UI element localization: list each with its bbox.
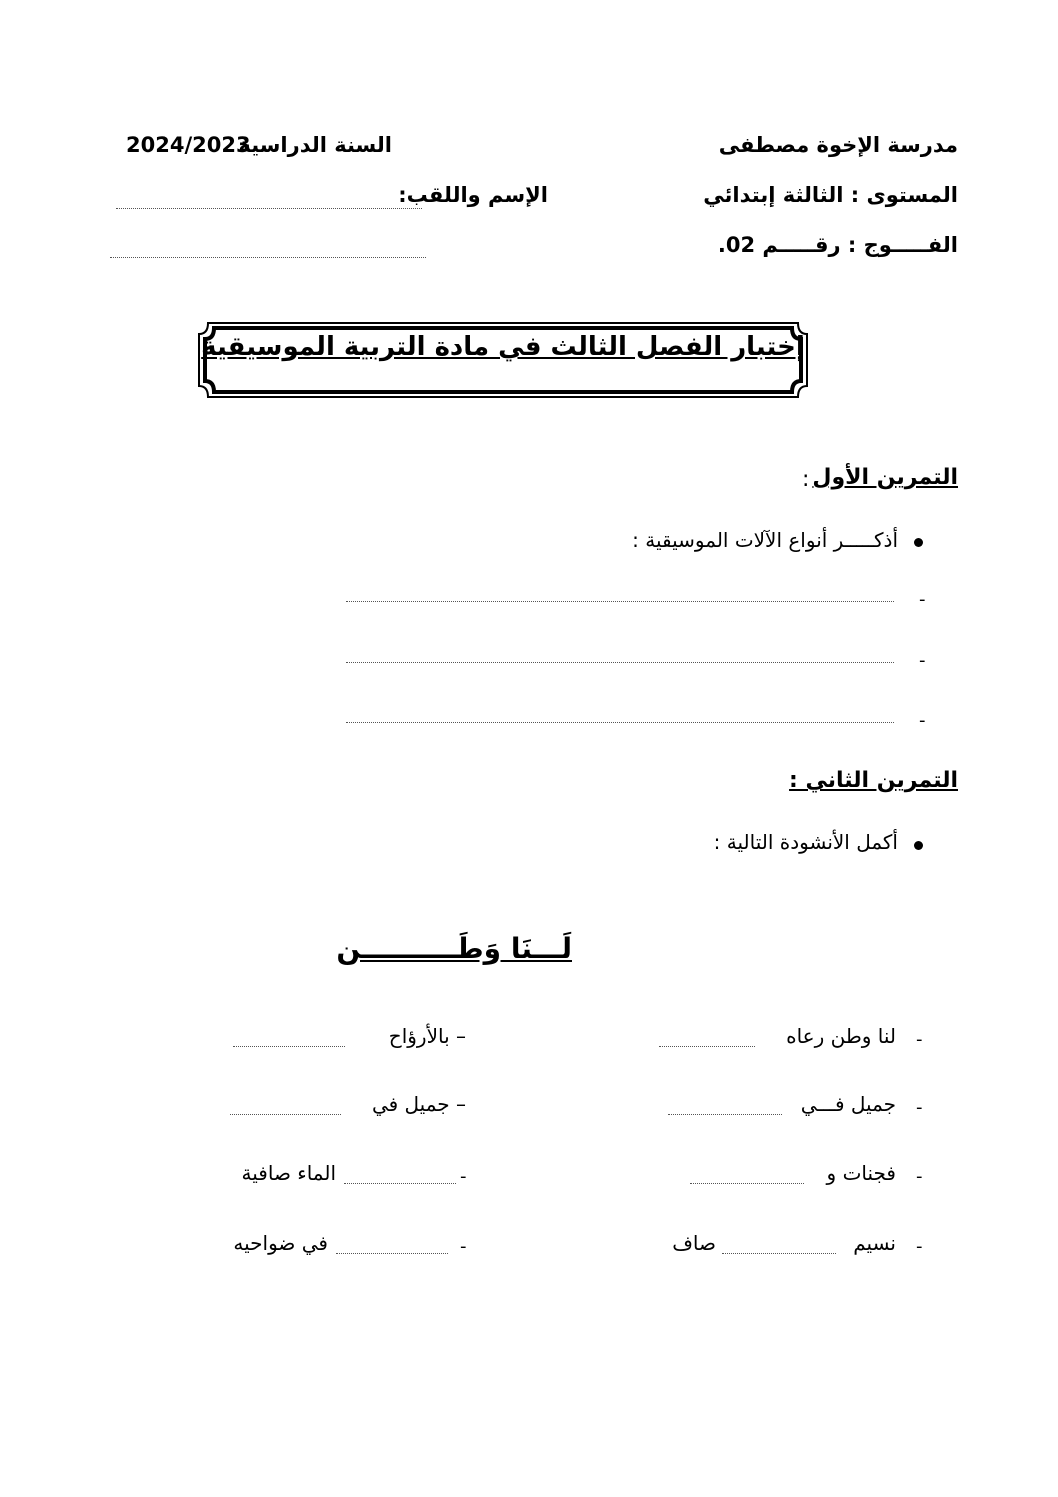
group-field[interactable] xyxy=(110,257,426,258)
exam-title: إختبار الفصل الثالث في مادة التربية الموسيقية xyxy=(201,332,805,362)
answer-dash: - xyxy=(919,650,926,671)
answer-line-1[interactable] xyxy=(346,601,894,602)
poem-line-2-left: – جميل في xyxy=(371,1092,466,1116)
poem-line-4-right-a: نسيم xyxy=(853,1231,896,1255)
school-year-label: السنة الدراسية xyxy=(238,133,392,157)
poem-line-3-right: فجنات و xyxy=(826,1161,896,1185)
poem-blank-4a[interactable] xyxy=(722,1253,836,1254)
exercise2-title: التمرين الثاني : xyxy=(789,768,958,793)
school-year: 2024/2023 xyxy=(126,133,251,157)
school-name: مدرسة الإخوة مصطفى xyxy=(718,133,958,157)
answer-dash: - xyxy=(919,710,926,731)
poem-blank-3a[interactable] xyxy=(690,1183,804,1184)
poem-blank-2b[interactable] xyxy=(230,1114,341,1115)
poem-dash: - xyxy=(916,1029,923,1050)
poem-line-1-right: لنا وطن رعاه xyxy=(786,1024,896,1048)
poem-dash: - xyxy=(460,1236,467,1257)
poem-line-4-left: في ضواحيه xyxy=(233,1231,328,1255)
poem-blank-3b[interactable] xyxy=(344,1183,456,1184)
poem-title: لَـــنَا وَطَــــــــــن xyxy=(336,932,572,965)
exercise1-colon: : xyxy=(802,467,810,492)
exercise1-title: التمرين الأول xyxy=(812,465,958,490)
answer-line-2[interactable] xyxy=(346,662,894,663)
name-label: الإسم واللقب: xyxy=(398,183,548,207)
exercise1-instruction: أذكـــــر أنواع الآلات الموسيقية : xyxy=(632,528,898,552)
poem-line-2-right: جميل فـــي xyxy=(800,1092,896,1116)
poem-line-1-left: – بالأرؤاح xyxy=(388,1024,466,1048)
poem-line-4-right-b: صاف xyxy=(672,1231,716,1255)
exercise2-instruction: أكمل الأنشودة التالية : xyxy=(713,830,898,854)
bullet-icon xyxy=(914,538,923,547)
bullet-icon xyxy=(914,841,923,850)
poem-dash: - xyxy=(460,1166,467,1187)
poem-dash: - xyxy=(916,1097,923,1118)
poem-blank-1b[interactable] xyxy=(233,1046,345,1047)
poem-blank-2a[interactable] xyxy=(668,1114,782,1115)
poem-dash: - xyxy=(916,1166,923,1187)
poem-dash: - xyxy=(916,1236,923,1257)
group: الفـــــوج : رقـــــم 02. xyxy=(717,233,958,257)
answer-line-3[interactable] xyxy=(346,722,894,723)
poem-blank-1a[interactable] xyxy=(659,1046,755,1047)
poem-line-3-left: الماء صافية xyxy=(241,1161,336,1185)
level: المستوى : الثالثة إبتدائي xyxy=(703,183,958,207)
poem-blank-4b[interactable] xyxy=(336,1253,448,1254)
answer-dash: - xyxy=(919,589,926,610)
name-field[interactable] xyxy=(116,208,422,209)
